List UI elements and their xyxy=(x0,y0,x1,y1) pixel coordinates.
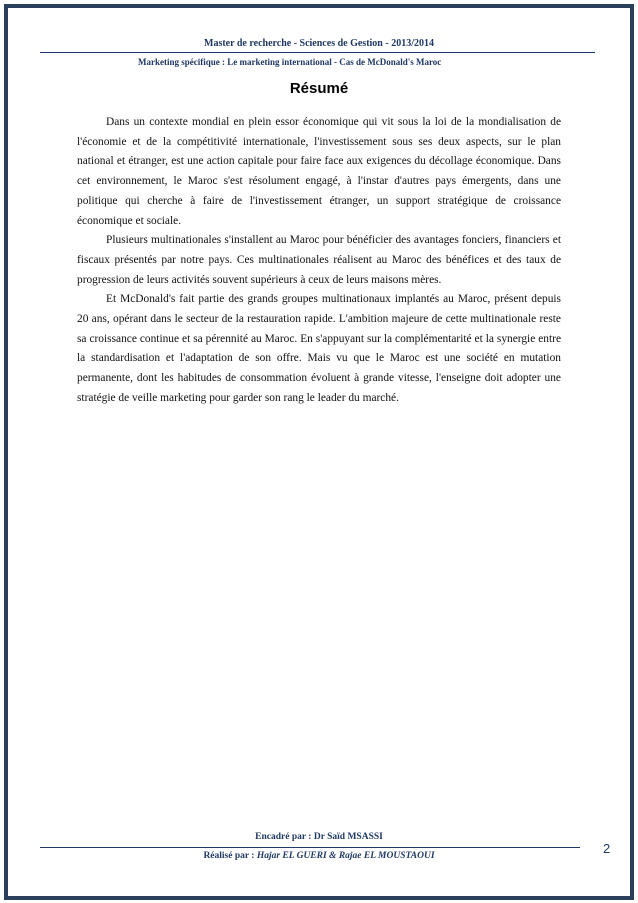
paragraph-3: Et McDonald's fait partie des grands groupes multinationaux implantés au Maroc, présent depuis 20 ans, opérant dans le secteur de la restauration rapide. L'ambition majeure de cette multinationale reste sa croissance continue et sa pérennité au Maroc. En s'appuyant sur la complémentarité et la synergie entre la standardisation et l'adaptation de son offre. Mais vu que le Maroc est une société en mutation permanente, dont les habitudes de consommation évoluent à grande vitesse, l'enseigne doit adopter une stratégie de veille marketing pour garder son rang le leader du marché. xyxy=(77,293,561,404)
footer-rule xyxy=(40,847,580,848)
authors-names: Hajar EL GUERI & Rajae EL MOUSTAOUI xyxy=(256,851,435,861)
paragraph-1: Dans un contexte mondial en plein essor économique qui vit sous la loi de la mondialisation de l'économie et de la compétitivité internationale, l'investissement sous ses deux aspects, sur le plan national et étranger, est une action capitale pour faire face aux exigences du décollage économique. Dans cet environnement, le Maroc s'est résolument engagé, à l'instar d'autres pays émergents, dans une politique qui cherche à faire de l'investissement étranger, un support stratégique de croissance économique et sociale. xyxy=(77,116,561,227)
header-master: Master de recherche - Sciences de Gestion - 2013/2014 xyxy=(204,38,434,49)
footer-authors-line xyxy=(0,851,638,861)
header-subject: Marketing spécifique : Le marketing international - Cas de McDonald's Maroc xyxy=(138,57,442,67)
page-number: 2 xyxy=(603,841,611,856)
page-title: Résumé xyxy=(289,80,349,97)
header-rule xyxy=(40,52,595,53)
abstract-body xyxy=(77,113,561,409)
footer-supervisor: Encadré par : Dr Saïd MSASSI xyxy=(255,832,383,842)
paragraph-2: Plusieurs multinationales s'installent au Maroc pour bénéficier des avantages fonciers, financiers et fiscaux présentés par notre pays. Ces multinationales réalisent au Maroc des bénéfices et des taux de progression de leurs activités souvent supérieurs à ceux de leurs maisons mères. xyxy=(77,234,561,286)
authors-label: Réalisé par : xyxy=(203,851,255,861)
